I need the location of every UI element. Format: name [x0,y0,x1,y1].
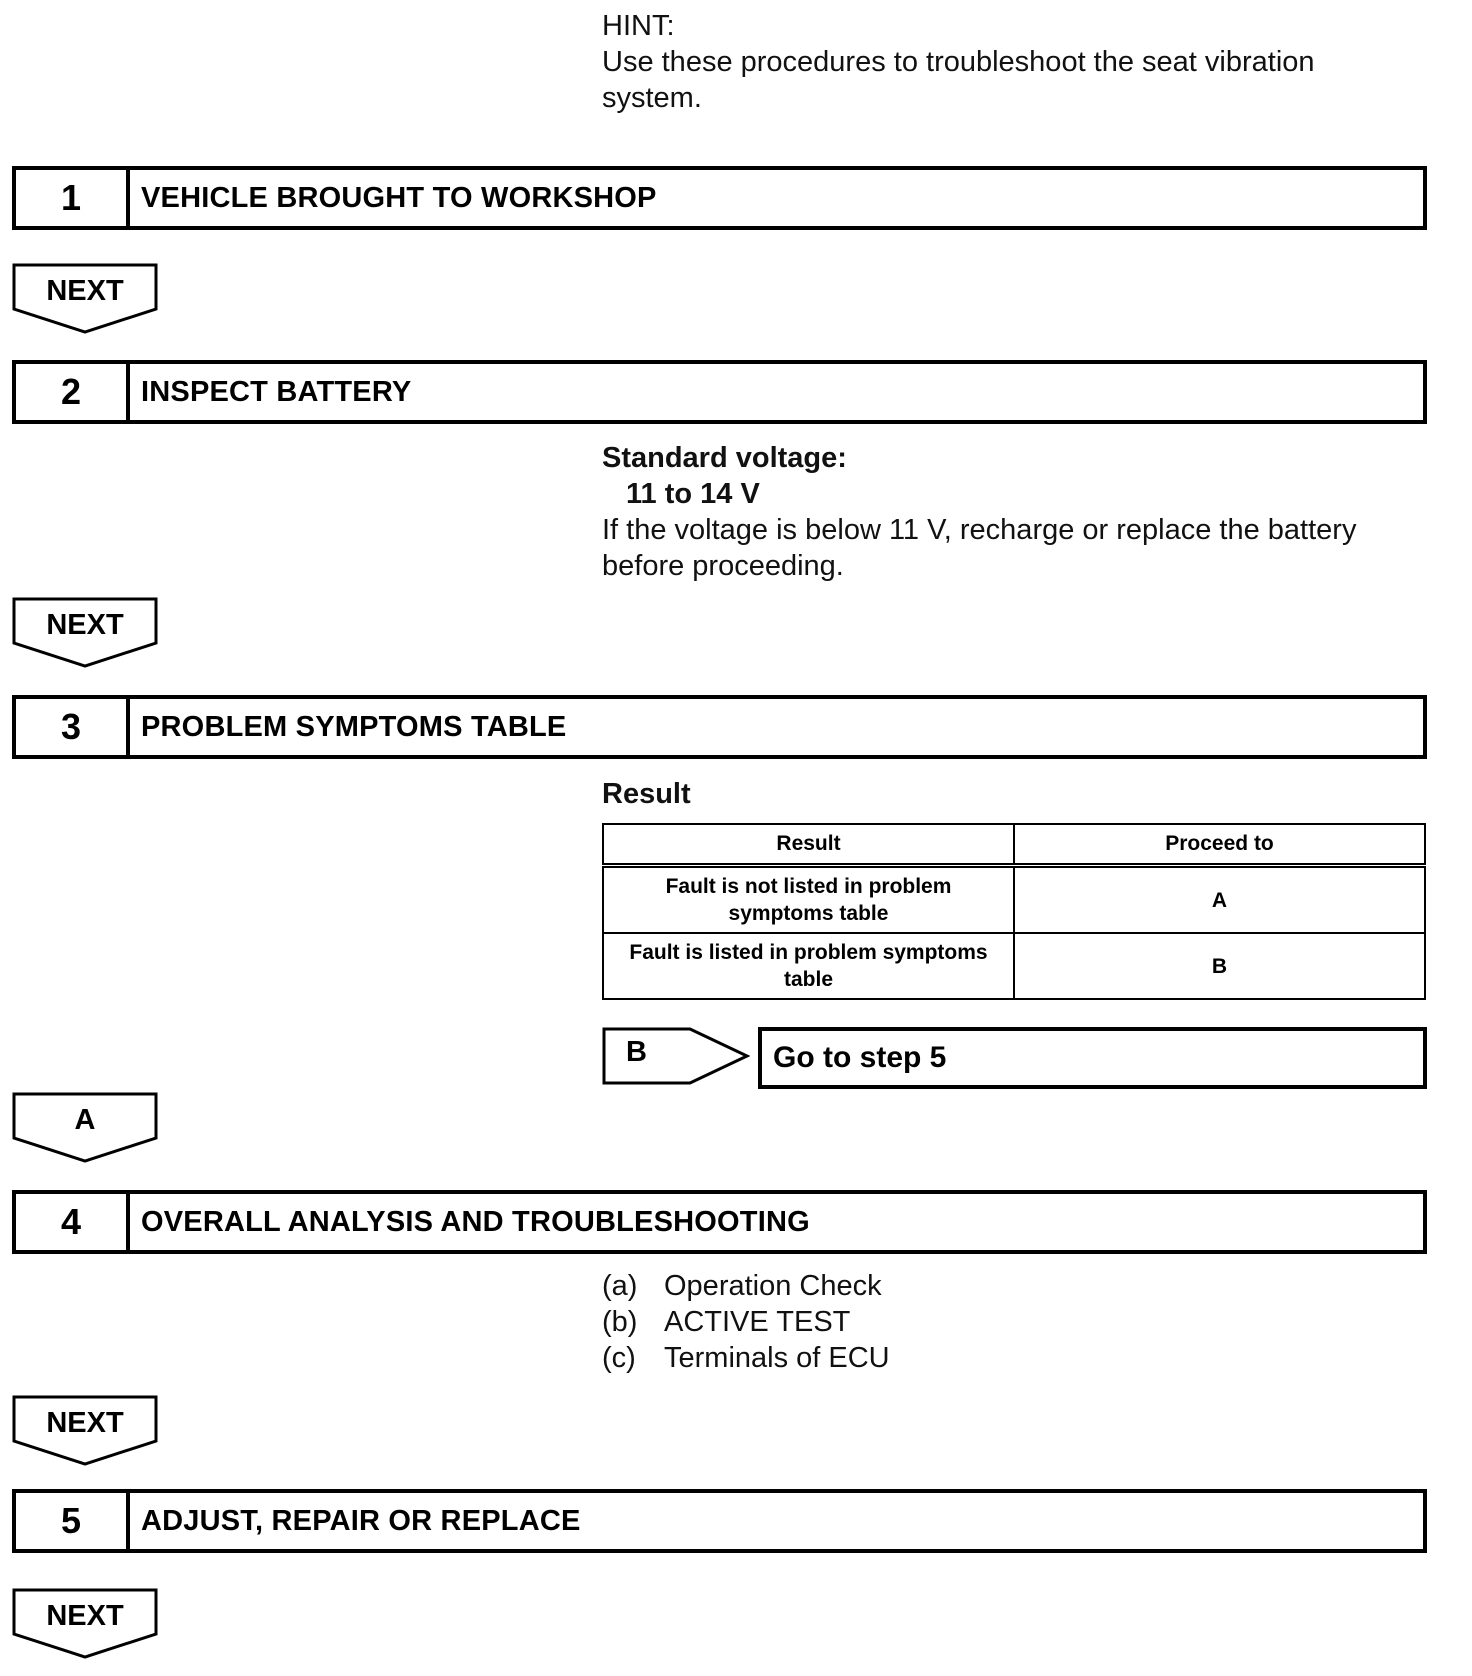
branch-b-arrow[interactable] [602,1027,750,1085]
result-heading: Result [602,778,691,810]
next-arrow-4[interactable] [12,1395,158,1467]
step-4-number: 4 [16,1194,130,1250]
result-column-header: Result [603,824,1014,866]
next-arrow-1-label: NEXT [46,275,124,307]
hint-line-1: Use these procedures to troubleshoot the seat vibration [602,46,1315,78]
list-item-text: Operation Check [664,1270,882,1302]
step-5-header [12,1489,1427,1553]
hint-label: HINT: [602,10,675,42]
list-item-text: ACTIVE TEST [664,1306,851,1338]
step-3-number: 3 [16,699,130,755]
battery-note-line-2: before proceeding. [602,550,844,582]
proceed-column-header: Proceed to [1014,824,1425,866]
next-arrow-1[interactable] [12,263,158,335]
hint-block [602,8,1315,116]
list-item-marker: (b) [602,1306,638,1338]
branch-a-arrow[interactable] [12,1092,158,1164]
goto-step-5-box[interactable]: Go to step 5 [758,1027,1427,1089]
next-arrow-2-label: NEXT [46,609,124,641]
table-row [603,866,1425,934]
branch-b-label: B [626,1036,647,1068]
step-2-title: INSPECT BATTERY [141,375,412,408]
branch-a-label: A [74,1104,96,1136]
battery-note-line-1: If the voltage is below 11 V, recharge or replace the battery [602,514,1357,546]
result-cell-line-1: Fault is listed in problem symptoms [629,941,988,964]
step-1-title: VEHICLE BROUGHT TO WORKSHOP [141,181,657,214]
list-item-text: Terminals of ECU [664,1342,890,1374]
result-cell [603,866,1014,934]
standard-voltage-value: 11 to 14 V [626,478,760,510]
step-3-title: PROBLEM SYMPTOMS TABLE [141,710,567,743]
step-4-header [12,1190,1427,1254]
branch-b-arrow-shape [602,1027,750,1085]
next-arrow-5-label: NEXT [46,1600,124,1632]
result-cell-line-1: Fault is not listed in problem [665,875,952,898]
proceed-cell: B [1014,933,1425,999]
result-table [602,823,1426,1000]
step-3-header [12,695,1427,759]
list-item [602,1304,890,1340]
step-5-title: ADJUST, REPAIR OR REPLACE [141,1504,581,1537]
hint-line-2: system. [602,82,702,114]
step-5-number: 5 [16,1493,130,1549]
list-item-marker: (c) [602,1342,636,1374]
analysis-list [602,1268,890,1376]
list-item [602,1268,890,1304]
step-4-title: OVERALL ANALYSIS AND TROUBLESHOOTING [141,1205,810,1238]
standard-voltage-label: Standard voltage: [602,442,847,474]
battery-block [602,440,1356,584]
list-item [602,1340,890,1376]
step-2-number: 2 [16,364,130,420]
step-2-header [12,360,1427,424]
proceed-cell: A [1014,866,1425,934]
step-1-header [12,166,1427,230]
table-row [603,933,1425,999]
result-table-header-row [603,824,1425,866]
next-arrow-2[interactable] [12,597,158,669]
list-item-marker: (a) [602,1270,638,1302]
next-arrow-4-label: NEXT [46,1407,124,1439]
result-cell [603,933,1014,999]
step-1-number: 1 [16,170,130,226]
result-cell-line-2: table [783,968,833,991]
result-cell-line-2: symptoms table [728,902,889,925]
next-arrow-5[interactable] [12,1588,158,1660]
